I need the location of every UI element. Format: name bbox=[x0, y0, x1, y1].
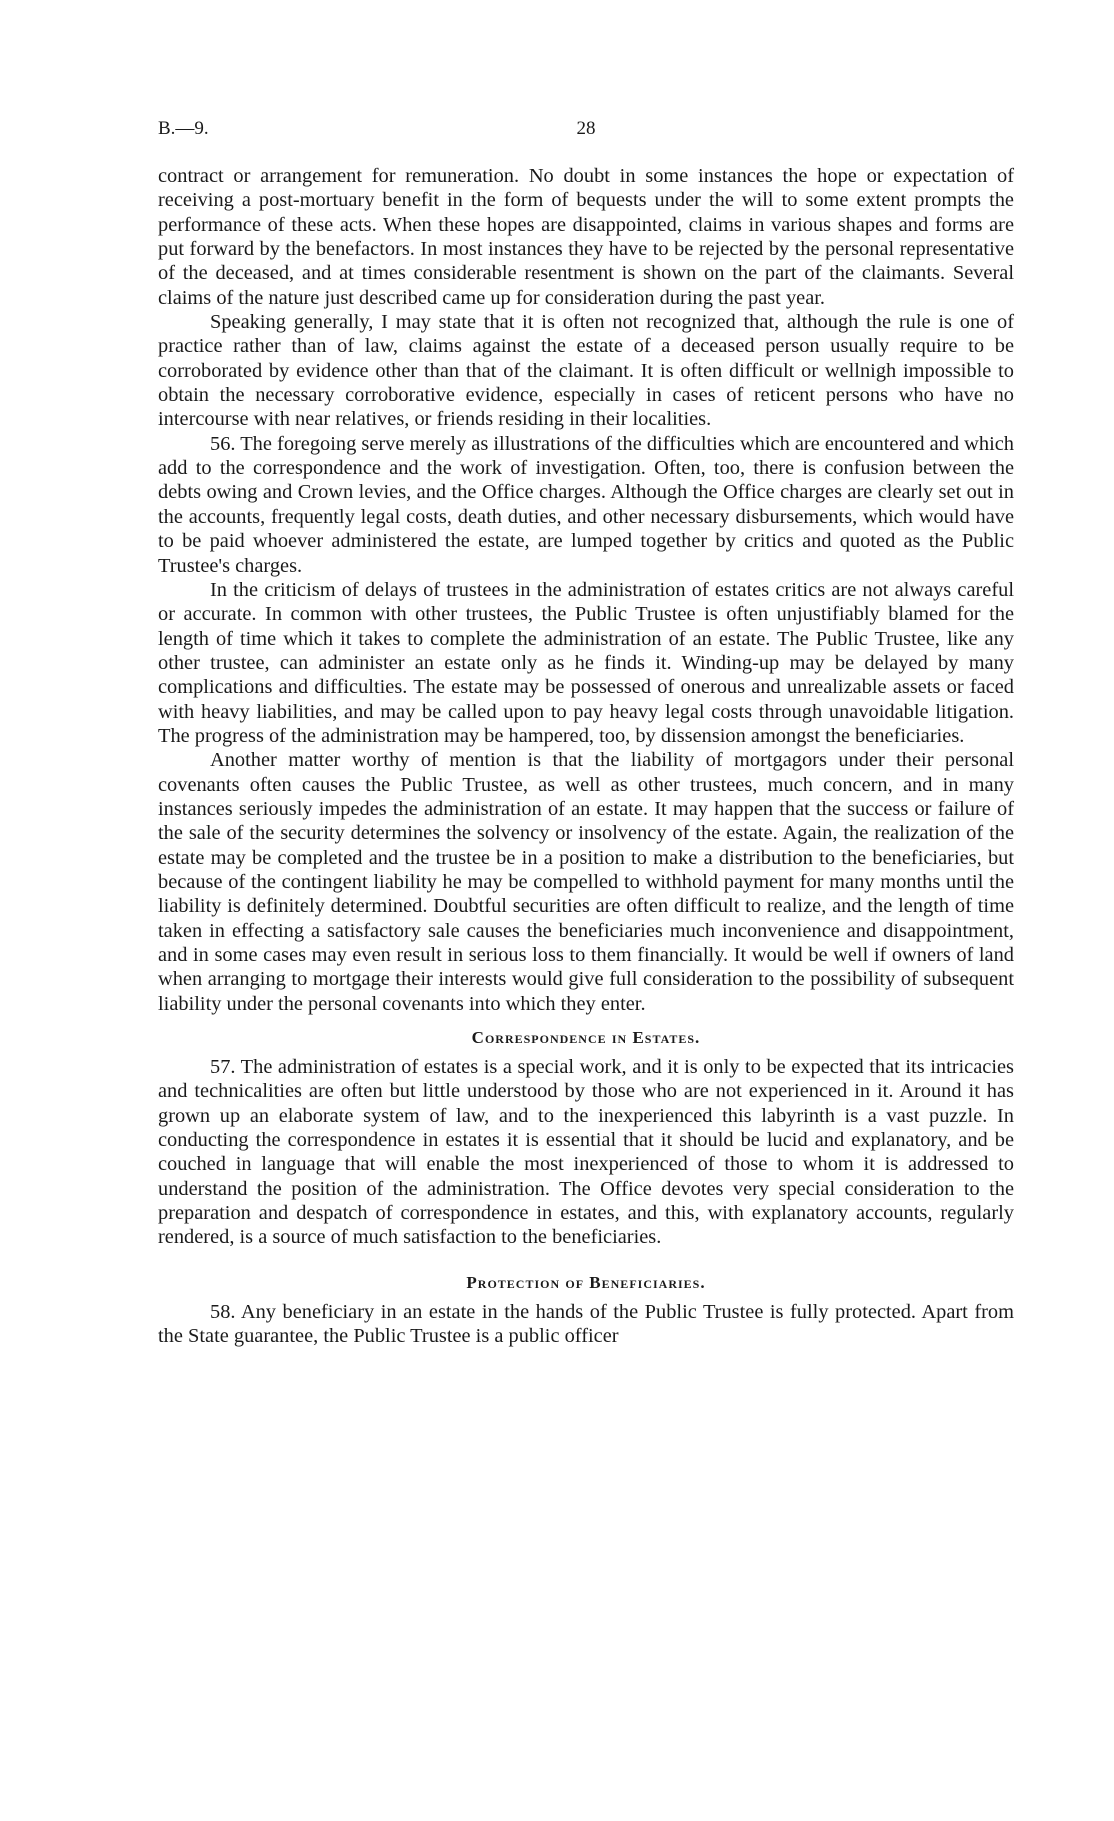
body-text bbox=[158, 164, 1014, 1348]
section-heading-protection: Protection of Beneficiaries. bbox=[466, 1272, 706, 1292]
paragraph-continuation: contract or arrangement for remuneration. No doubt in some instances the hope or expectation of receiving a post-mortuary benefit in the form of bequests under the will to some extent prompts the performance of these acts. When these hopes are disappointed, claims in various shapes and forms are put forward by the benefactors. In most instances they have to be rejected by the personal representative of the deceased, and at times considerable resentment is shown on the part of the claimants. Several claims of the nature just described came up for consideration during the past year. bbox=[158, 165, 1014, 309]
section-heading-correspondence: Correspondence in Estates. bbox=[471, 1028, 701, 1048]
page-header bbox=[158, 118, 1014, 146]
paragraph-corroboration: Speaking generally, I may state that it is often not recognized that, although the rule is one of practice rather than of law, claims against the estate of a deceased person usually require to be corroborated by evidence other than that of the claimant. It is often difficult or wellnigh impossible to obtain the necessary corroborative evidence, especially in cases of reticent persons who have no intercourse with near relatives, or friends residing in their localities. bbox=[158, 311, 1014, 431]
paragraph-delays: In the criticism of delays of trustees in the administration of estates critics are not always careful or accurate. In common with other trustees, the Public Trustee is often unjustifiably blamed for the length of time which it takes to complete the administration of an estate. The Public Trustee, like any other trustee, can administer an estate only as he finds it. Winding-up may be delayed by many complications and difficulties. The estate may be possessed of onerous and unrealizable assets or faced with heavy liabilities, and may be called upon to pay heavy legal costs through unavoidable litigation. The progress of the administration may be hampered, too, by dissension amongst the beneficiaries. bbox=[158, 578, 1014, 747]
paragraph-57: 57. The administration of estates is a special work, and it is only to be expected that its intricacies and technicalities are often but little understood by those who are not experienced in it. Around it has grown up an elaborate system of law, and to the inexperienced this labyrinth is a vast puzzle. In conducting the correspondence in estates it is essential that it should be lucid and explanatory, and be couched in language that will enable the most inexperienced of those to whom it is addressed to understand the position of the administration. The Office devotes very special consideration to the preparation and despatch of correspondence in estates, and this, with explanatory accounts, regularly rendered, is a source of much satisfaction to the beneficiaries. bbox=[158, 1056, 1014, 1249]
document-reference: B.—9. bbox=[158, 118, 209, 139]
page-number: 28 bbox=[576, 118, 596, 139]
paragraph-56: 56. The foregoing serve merely as illustrations of the difficulties which are encountered and which add to the correspondence and the work of investigation. Often, too, there is confusion between the debts owing and Crown levies, and the Office charges. Although the Office charges are clearly set out in the accounts, frequently legal costs, death duties, and other necessary disbursements, which would have to be paid whoever administered the estate, are lumped together by critics and quoted as the Public Trustee's charges. bbox=[158, 432, 1014, 577]
paragraph-mortgagors: Another matter worthy of mention is that the liability of mortgagors under their personal covenants often causes the Public Trustee, as well as other trustees, much concern, and in many instances seriously impedes the administration of an estate. It may happen that the success or failure of the sale of the security determines the solvency or insolvency of the estate. Again, the realization of the estate may be completed and the trustee be in a position to make a distribution to the beneficiaries, but because of the contingent liability he may be compelled to withhold payment for many months until the liability is definitely determined. Doubtful securities are often difficult to realize, and the length of time taken in effecting a satisfactory sale causes the beneficiaries much inconvenience and disappointment, and in some cases may even result in serious loss to them financially. It would be well if owners of land when arranging to mortgage their interests would give full consideration to the possibility of subsequent liability under the personal covenants into which they enter. bbox=[158, 749, 1014, 1015]
paragraph-58: 58. Any beneficiary in an estate in the hands of the Public Trustee is fully protected. Apart from the State guarantee, the Public Trustee is a public officer bbox=[158, 1300, 1014, 1348]
